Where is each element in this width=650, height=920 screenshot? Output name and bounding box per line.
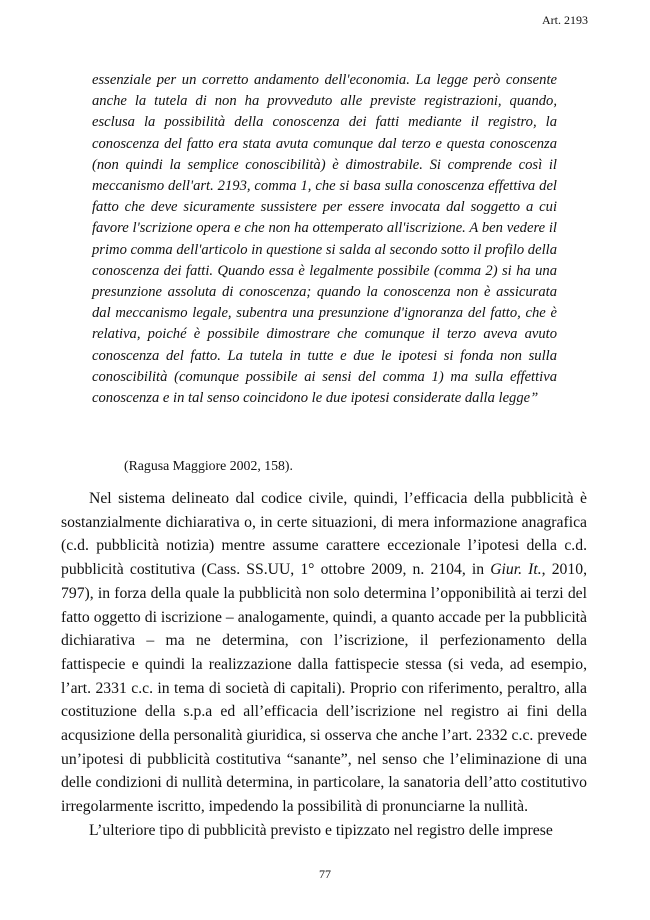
- block-quote: [92, 70, 557, 409]
- running-header: Art. 2193: [542, 13, 588, 27]
- body-paragraph-1-part2: , 2010, 797), in forza della quale la pubblicità non solo determina l’opponibilità ai terzi del fatto oggetto di iscrizione – analogamente, quindi, a quanto accade per la pubblicità dichiarativa – ma ne determina, con l’iscrizione, il perfezionamento della fattispecie e quindi la realizzazione dalla fattispecie stessa (si veda, ad esempio, l’art. 2331 c.c. in tema di società di capitali). Proprio con riferimento, peraltro, alla costituzione della s.p.a ed all’efficacia dell’iscrizione nel registro ai fini della acqusizione della personalità giuridica, si osserva che anche l’art. 2332 c.c. prevede un’ipotesi di pubblicità costitutiva “sanante”, nel senso che l’eliminazione di una delle condizioni di nullità determina, in particolare, la sanatoria dell’atto costitutivo irregolarmente iscritto, impedendo la possibilità di pronunciarne la nullità.: [61, 561, 588, 816]
- block-quote-text: essenziale per un corretto andamento dell'economia. La legge però consente anche la tutela di non ha provveduto alle previste registrazioni, quando, esclusa la possibilità della conoscenza dei fatti mediante il registro, la conoscenza del fatto era stata avuta comunque dal terzo e questa conoscenza (non quindi la semplice conoscibilità) è dimostrabile. Si comprende così il meccanismo dell'art. 2193, comma 1, che si basa sulla conoscenza effettiva del fatto che deve sicuramente sussistere per essere invocata dal soggetto a cui favore l'scrizione opera e che non ha ottemperato all'iscrizione. A ben vedere il primo comma dell'articolo in questione si salda al secondo sotto il profilo della conoscenza dei fatti. Quando essa è legalmente possibile (comma 2) si ha una presunzione assoluta di conoscenza; quando la conoscenza non è assicurata dal meccanismo legale, subentra una presunzione d'ignoranza del fatto, che è relativa, poiché è possibile dimostrare che comunque il terzo aveva avuto conoscenza del fatto. La tutela in tutte e due le ipotesi si fonda non sulla conoscibilità (comunque possibile ai sensi del comma 1) ma sulla effettiva conoscenza e in tal senso coincidono le due ipotesi considerate dalla legge”: [92, 72, 557, 407]
- page-number: 77: [319, 867, 331, 881]
- body-paragraph-1-part1: Nel sistema delineato dal codice civile, quindi, l’efficacia della pubblicità è sostanzialmente dichiarativa o, in certe situazioni, di mera informazione anagrafica (c.d. pubblicità notizia) mentre assume carattere eccezionale l’ipotesi della c.d. pubblicità costitutiva (Cass. SS.UU, 1° ottobre 2009, n. 2104, in: [61, 490, 587, 579]
- body-paragraph-1: [61, 487, 587, 819]
- journal-name: Giur. It.: [490, 561, 542, 579]
- main-body: [61, 487, 587, 843]
- quote-citation: (Ragusa Maggiore 2002, 158).: [124, 458, 293, 473]
- body-paragraph-2: L’ulteriore tipo di pubblicità previsto e tipizzato nel registro delle imprese: [89, 821, 553, 839]
